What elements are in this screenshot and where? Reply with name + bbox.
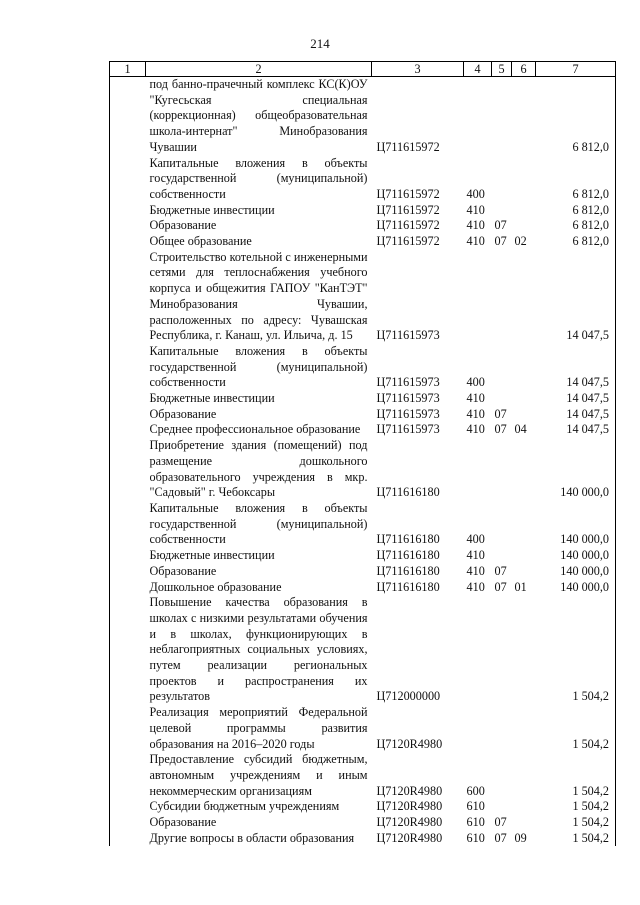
row-name-cell: Образование	[149, 406, 217, 421]
row-number-cell	[110, 752, 146, 799]
target-article-cell: Ц711615972	[376, 202, 440, 217]
row-number-cell	[110, 815, 146, 831]
target-article-cell: Ц7120R4980	[376, 815, 443, 830]
subsection-cell: 09	[514, 830, 527, 845]
section-cell	[492, 77, 512, 156]
amount-cell: 1 504,2	[536, 705, 616, 752]
subsection-cell	[512, 156, 536, 203]
table-row	[110, 595, 616, 705]
section-cell: 07	[494, 406, 507, 421]
row-name-cell: Капитальные вложения в объекты государственной (муниципальной) собственности	[149, 343, 368, 390]
row-name-cell: Образование	[149, 218, 217, 233]
table-row	[110, 250, 616, 344]
section-cell	[492, 438, 512, 501]
target-article-cell: Ц711615973	[376, 422, 440, 437]
table-row	[110, 391, 616, 407]
table-row	[110, 407, 616, 423]
section-cell: 07	[494, 234, 507, 249]
target-article-cell: Ц711616180	[376, 563, 440, 578]
row-number-cell	[110, 799, 146, 815]
row-name-cell: Капитальные вложения в объекты государственной (муниципальной) собственности	[149, 155, 368, 201]
section-cell	[492, 799, 512, 815]
row-number-cell	[110, 595, 146, 705]
table-row	[110, 752, 616, 799]
table-row	[110, 422, 616, 438]
amount-cell: 1 504,2	[536, 831, 616, 847]
row-name-cell: Повышение качества образования в школах с низкими результатами обучения и в школах, функционирующих в неблагоприятных социальных условиях, путем реализации региональных проектов и распространения их результатов	[149, 595, 368, 704]
subsection-cell	[512, 391, 536, 407]
table-header	[110, 62, 616, 77]
row-number-cell	[110, 501, 146, 548]
section-cell	[492, 156, 512, 203]
row-number-cell	[110, 203, 146, 219]
row-number-cell	[110, 344, 146, 391]
amount-cell: 14 047,5	[536, 407, 616, 423]
row-number-cell	[110, 391, 146, 407]
amount-cell: 1 504,2	[536, 752, 616, 799]
row-number-cell	[110, 564, 146, 580]
table-row	[110, 831, 616, 847]
subsection-cell	[512, 77, 536, 156]
row-name-cell: Образование	[149, 563, 217, 578]
amount-cell: 6 812,0	[536, 156, 616, 203]
expense-type-cell: 400	[466, 186, 485, 201]
expense-type-cell: 410	[466, 234, 485, 249]
table-row	[110, 564, 616, 580]
subsection-cell	[512, 218, 536, 234]
target-article-cell: Ц711615973	[376, 406, 440, 421]
table-row	[110, 344, 616, 391]
target-article-cell: Ц711615972	[376, 139, 440, 154]
row-name-cell: Бюджетные инвестиции	[149, 391, 275, 406]
table-row	[110, 815, 616, 831]
amount-cell: 1 504,2	[536, 799, 616, 815]
subsection-cell	[512, 250, 536, 344]
section-cell	[492, 705, 512, 752]
amount-cell: 6 812,0	[536, 234, 616, 250]
subsection-cell	[512, 564, 536, 580]
row-name-cell: Среднее профессиональное образование	[149, 422, 361, 437]
amount-cell: 14 047,5	[536, 250, 616, 344]
expense-type-cell: 410	[466, 218, 485, 233]
section-cell	[492, 548, 512, 564]
table-row	[110, 548, 616, 564]
row-number-cell	[110, 580, 146, 596]
expense-type-cell: 410	[466, 563, 485, 578]
section-cell: 07	[494, 422, 507, 437]
expense-type-cell: 410	[466, 202, 485, 217]
subsection-cell	[512, 203, 536, 219]
section-cell: 07	[494, 815, 507, 830]
expense-type-cell: 410	[466, 422, 485, 437]
amount-cell: 6 812,0	[536, 218, 616, 234]
table-row	[110, 234, 616, 250]
subsection-cell	[512, 799, 536, 815]
table-row	[110, 501, 616, 548]
target-article-cell: Ц7120R4980	[376, 736, 443, 751]
subsection-cell	[512, 752, 536, 799]
amount-cell: 140 000,0	[536, 501, 616, 548]
amount-cell: 1 504,2	[536, 815, 616, 831]
table-row	[110, 705, 616, 752]
row-name-cell: Реализация мероприятий Федеральной целевой программы развития образования на 2016–2020 годы	[149, 705, 368, 751]
row-name-cell: Общее образование	[149, 234, 252, 249]
header-col-7: 7	[536, 62, 616, 77]
target-article-cell: Ц7120R4980	[376, 783, 443, 798]
amount-cell: 140 000,0	[536, 580, 616, 596]
subsection-cell	[512, 344, 536, 391]
section-cell	[492, 501, 512, 548]
section-cell	[492, 595, 512, 705]
table-row	[110, 438, 616, 501]
target-article-cell: Ц711616180	[376, 548, 440, 563]
amount-cell: 14 047,5	[536, 422, 616, 438]
subsection-cell	[512, 705, 536, 752]
row-name-cell: Бюджетные инвестиции	[149, 548, 275, 563]
row-number-cell	[110, 422, 146, 438]
target-article-cell: Ц7120R4980	[376, 830, 443, 845]
row-number-cell	[110, 831, 146, 847]
section-cell	[492, 752, 512, 799]
expense-type-cell: 610	[466, 815, 485, 830]
table-row	[110, 799, 616, 815]
expense-type-cell: 410	[466, 391, 485, 406]
section-cell: 07	[494, 579, 507, 594]
row-number-cell	[110, 77, 146, 156]
table-row	[110, 77, 616, 156]
amount-cell: 6 812,0	[536, 203, 616, 219]
table-row	[110, 156, 616, 203]
subsection-cell	[512, 548, 536, 564]
section-cell	[492, 344, 512, 391]
section-cell: 07	[494, 830, 507, 845]
page-number: 214	[310, 36, 330, 51]
amount-cell: 140 000,0	[536, 548, 616, 564]
budget-table	[109, 61, 616, 846]
row-number-cell	[110, 407, 146, 423]
subsection-cell	[512, 407, 536, 423]
expense-type-cell: 610	[466, 830, 485, 845]
target-article-cell: Ц711615972	[376, 218, 440, 233]
section-cell: 07	[494, 218, 507, 233]
row-name-cell: Строительство котельной с инженерными сетями для теплоснабжения учебного корпуса и общежития ГАПОУ "КанТЭТ" Минобразования Чувашии, расположенных по адресу: Чувашская Республика, г. Канаш, ул. Ильича, д. 15	[149, 249, 368, 343]
row-number-cell	[110, 438, 146, 501]
subsection-cell	[512, 595, 536, 705]
row-number-cell	[110, 156, 146, 203]
row-name-cell: Дошкольное образование	[149, 579, 282, 594]
row-number-cell	[110, 234, 146, 250]
row-name-cell: Приобретение здания (помещений) под размещение дошкольного образовательного учреждения в мкр. "Садовый" г. Чебоксары	[149, 438, 368, 500]
table-body	[110, 77, 616, 847]
target-article-cell: Ц711615972	[376, 186, 440, 201]
expense-type-cell	[464, 438, 492, 501]
header-col-2: 2	[146, 62, 372, 77]
expense-type-cell	[464, 705, 492, 752]
expense-type-cell	[464, 77, 492, 156]
header-col-6: 6	[512, 62, 536, 77]
target-article-cell: Ц711616180	[376, 579, 440, 594]
row-name-cell: Другие вопросы в области образования	[149, 830, 355, 845]
target-article-cell: Ц711616180	[376, 485, 440, 500]
subsection-cell	[512, 438, 536, 501]
subsection-cell: 01	[514, 579, 527, 594]
amount-cell: 14 047,5	[536, 391, 616, 407]
section-cell	[492, 391, 512, 407]
header-col-4: 4	[464, 62, 492, 77]
amount-cell: 140 000,0	[536, 438, 616, 501]
expense-type-cell: 410	[466, 406, 485, 421]
expense-type-cell	[464, 595, 492, 705]
amount-cell: 1 504,2	[536, 595, 616, 705]
table-row	[110, 218, 616, 234]
section-cell: 07	[494, 563, 507, 578]
expense-type-cell: 600	[466, 783, 485, 798]
table-row	[110, 203, 616, 219]
expense-type-cell: 400	[466, 375, 485, 390]
row-name-cell: Образование	[149, 815, 217, 830]
section-cell	[492, 203, 512, 219]
header-row	[110, 62, 616, 77]
row-name-cell: Бюджетные инвестиции	[149, 202, 275, 217]
section-cell	[492, 250, 512, 344]
target-article-cell: Ц711615973	[376, 391, 440, 406]
row-number-cell	[110, 705, 146, 752]
subsection-cell: 02	[514, 234, 527, 249]
target-article-cell: Ц711615973	[376, 328, 440, 343]
expense-type-cell: 610	[466, 799, 485, 814]
header-col-3: 3	[372, 62, 464, 77]
target-article-cell: Ц711616180	[376, 532, 440, 547]
amount-cell: 140 000,0	[536, 564, 616, 580]
target-article-cell: Ц712000000	[376, 689, 441, 704]
expense-type-cell	[464, 250, 492, 344]
target-article-cell: Ц711615973	[376, 375, 440, 390]
row-number-cell	[110, 250, 146, 344]
expense-type-cell: 400	[466, 532, 485, 547]
table-row	[110, 580, 616, 596]
row-name-cell: Капитальные вложения в объекты государственной (муниципальной) собственности	[149, 500, 368, 547]
subsection-cell: 04	[514, 422, 527, 437]
expense-type-cell: 410	[466, 579, 485, 594]
subsection-cell	[512, 501, 536, 548]
row-name-cell: Предоставление субсидий бюджетным, автономным учреждениям и иным некоммерческим организациям	[149, 752, 368, 798]
amount-cell: 6 812,0	[536, 77, 616, 156]
subsection-cell	[512, 815, 536, 831]
header-col-1: 1	[110, 62, 146, 77]
row-name-cell: под банно-прачечный комплекс КС(К)ОУ "Кугесьская специальная (коррекционная) общеобразовательная школа-интернат" Минобразования Чувашии	[149, 77, 368, 154]
row-number-cell	[110, 218, 146, 234]
row-name-cell: Субсидии бюджетным учреждениям	[149, 799, 340, 814]
target-article-cell: Ц7120R4980	[376, 799, 443, 814]
amount-cell: 14 047,5	[536, 344, 616, 391]
row-number-cell	[110, 548, 146, 564]
header-col-5: 5	[492, 62, 512, 77]
target-article-cell: Ц711615972	[376, 234, 440, 249]
expense-type-cell: 410	[466, 548, 485, 563]
